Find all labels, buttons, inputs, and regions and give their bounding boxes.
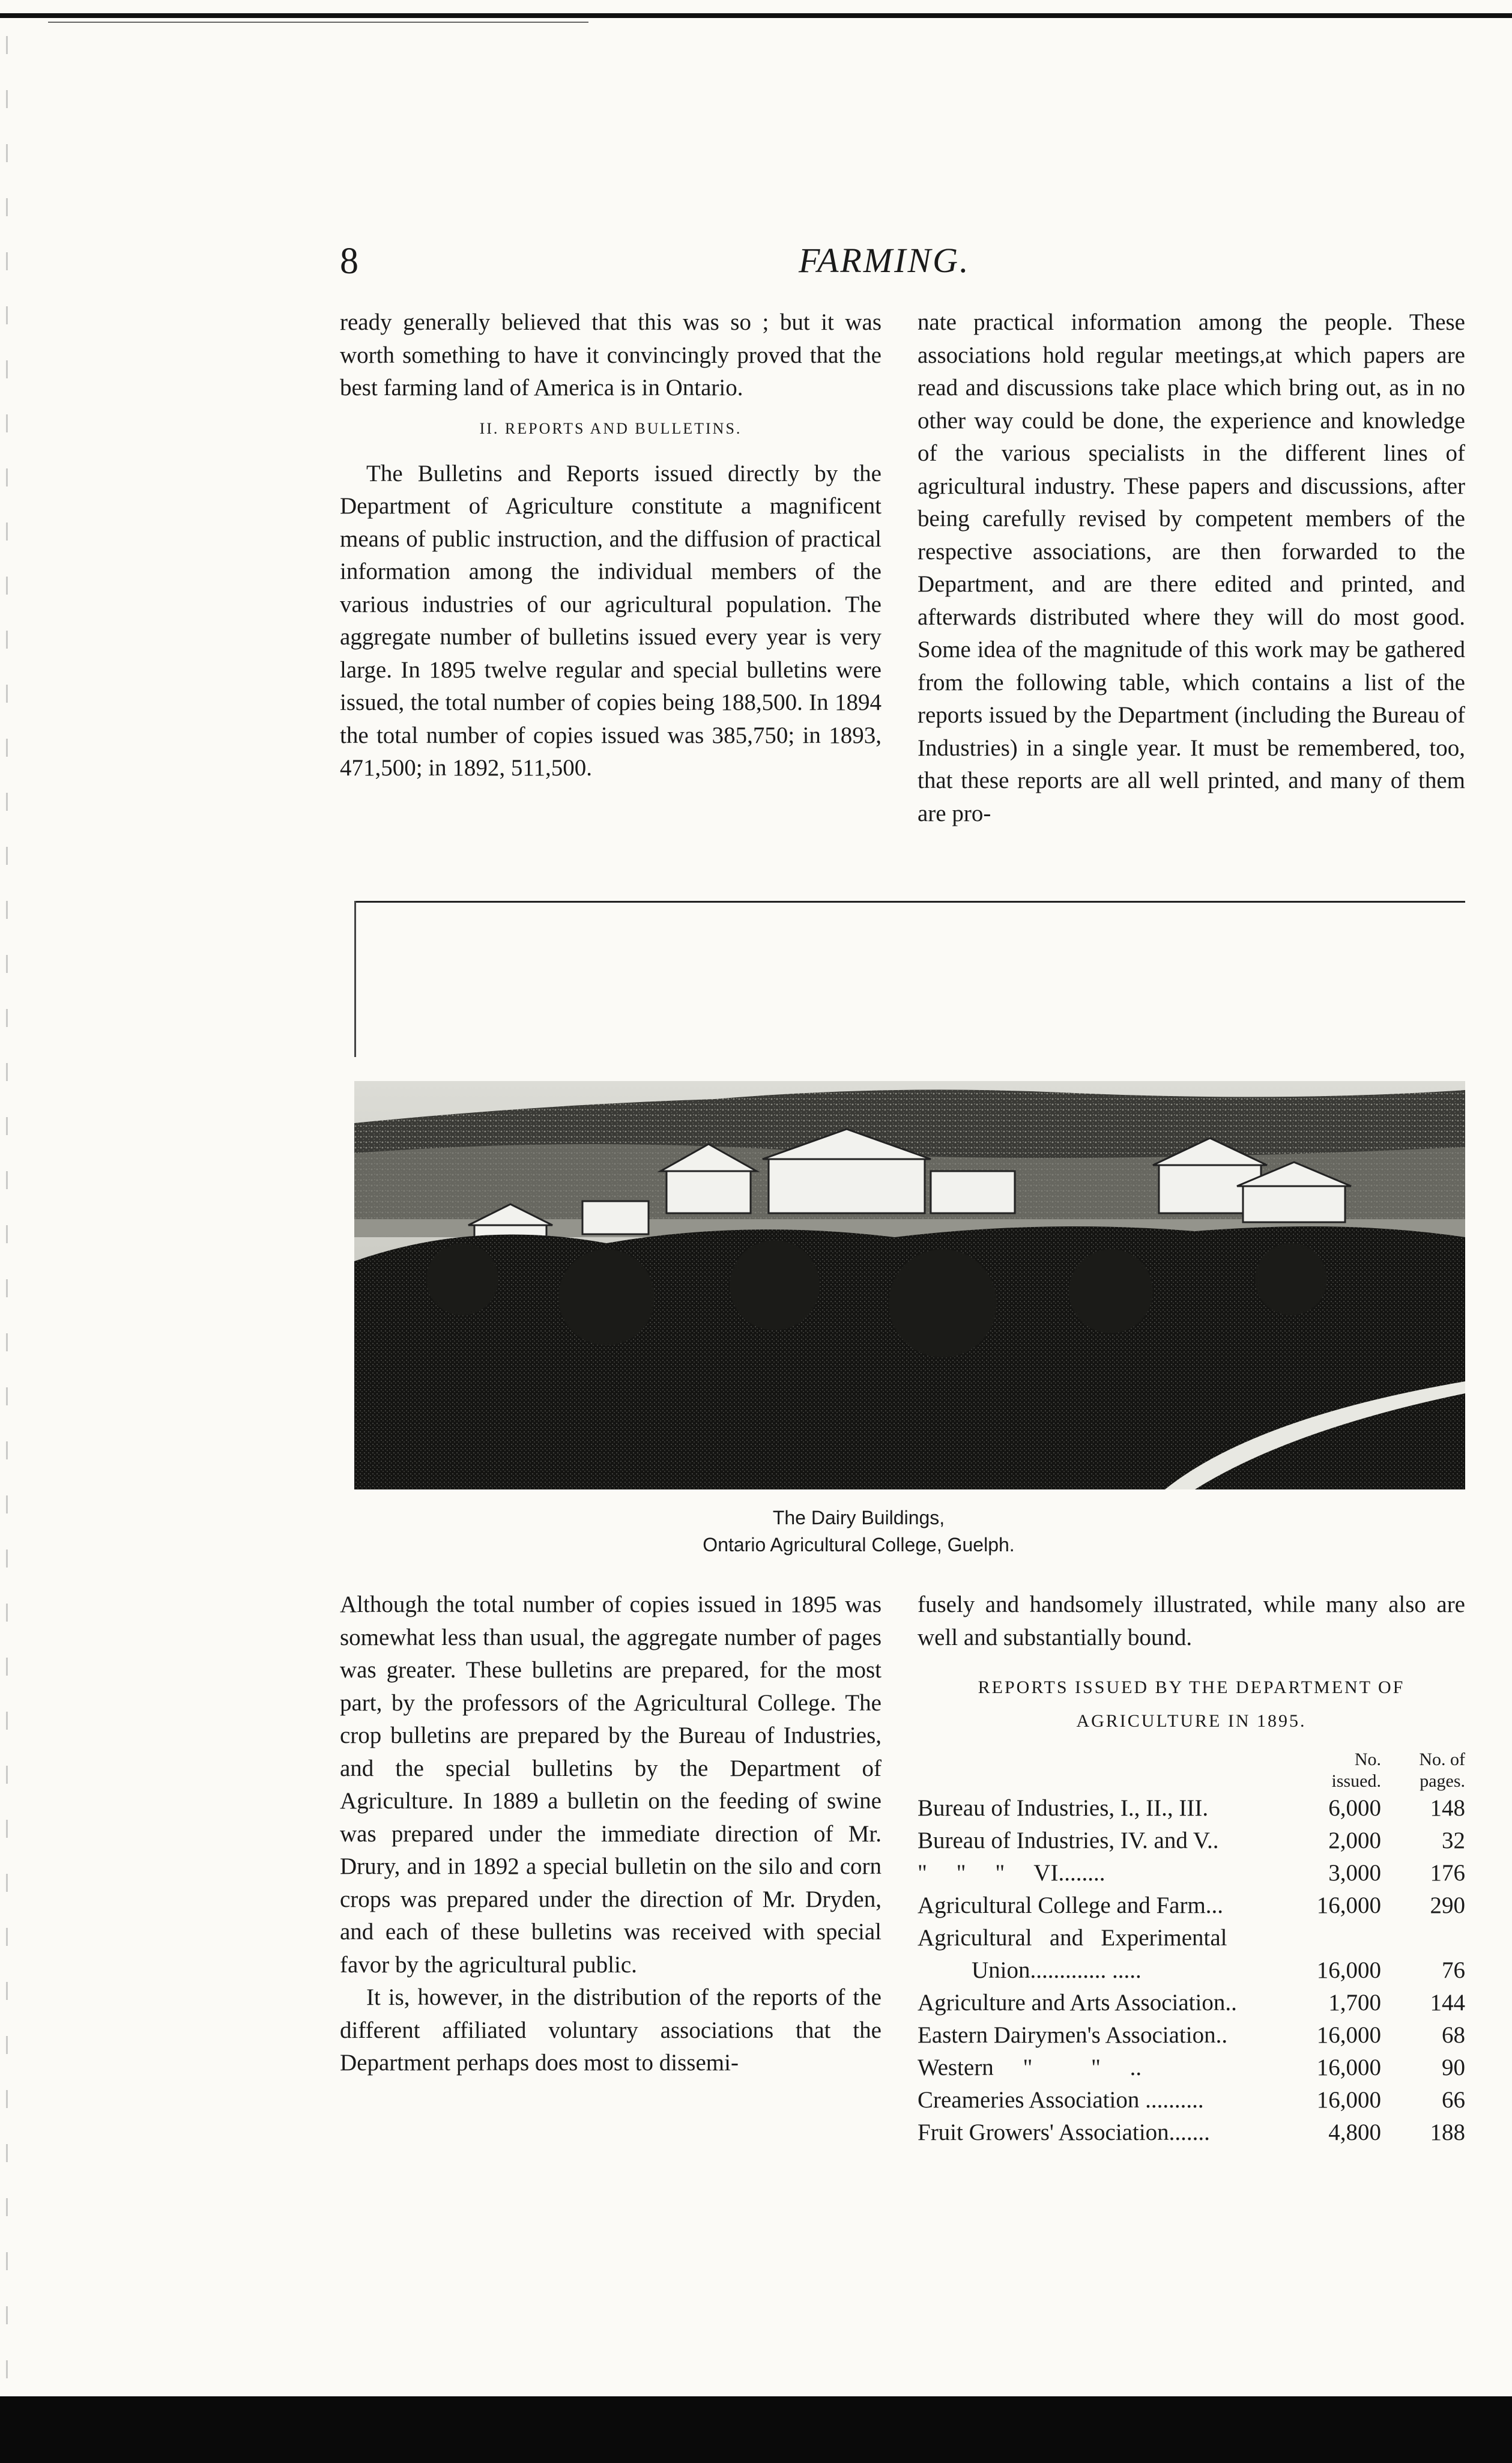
paragraph: It is, however, in the distribution of the reports of the different affiliated voluntary associations that the Department perhaps does most to dissemi- bbox=[340, 1984, 881, 2076]
column-right-top bbox=[918, 306, 1465, 830]
copies-issued: 4,800 bbox=[1328, 2119, 1381, 2145]
frame-line bbox=[354, 901, 356, 1057]
report-name: Bureau of Industries, IV. and V.. bbox=[918, 1828, 1219, 1853]
table-header-row bbox=[918, 1749, 1465, 1792]
copies-issued: 3,000 bbox=[1328, 1860, 1381, 1886]
report-name: Eastern Dairymen's Association.. bbox=[918, 2022, 1228, 2048]
scan-edge-left bbox=[6, 36, 8, 2378]
paragraph: Although the total number of copies issued in 1895 was somewhat less than usual, the aggregate number of pages was greater. These bulletins are prepared, for the most part, by the professors of the Agricultural College. The crop bulletins are prepared by the Bureau of Industries, and the special bulletins by the Department of Agriculture. In 1889 a bulletin on the feeding of swine was prepared under the immediate direction of Mr. Drury, and in 1892 a special bulletin on the silo and corn crops was prepared under the direction of Mr. Dryden, and each of these bulletins was received with special favor by the agricultural public. bbox=[340, 1592, 881, 1978]
page-count: 76 bbox=[1442, 1957, 1465, 1983]
table-title-line: AGRICULTURE IN 1895. bbox=[1076, 1711, 1307, 1731]
paragraph: fusely and handsomely illustrated, while many also are well and substantially bound. bbox=[918, 1592, 1465, 1650]
table-row bbox=[918, 1857, 1465, 1889]
copies-issued: 16,000 bbox=[1316, 2087, 1381, 2113]
page-count: 188 bbox=[1430, 2119, 1465, 2145]
report-name: Agriculture and Arts Association.. bbox=[918, 1990, 1237, 2016]
reports-table bbox=[918, 1749, 1465, 2149]
report-name: Union............. ..... bbox=[972, 1957, 1142, 1983]
column-left-bottom bbox=[340, 1589, 881, 2080]
caption-line: The Dairy Buildings, bbox=[772, 1507, 945, 1528]
scan-edge-top bbox=[0, 13, 1512, 18]
report-name: Bureau of Industries, I., II., III. bbox=[918, 1795, 1209, 1821]
copies-issued: 1,700 bbox=[1328, 1990, 1381, 2016]
table-row bbox=[918, 2084, 1465, 2116]
header-pages: No. of pages. bbox=[1419, 1750, 1465, 1791]
paragraph: nate practical information among the people. These associations hold regular meetings,at which papers are read and discussions take place which bring out, as in no other way could be done, the experience and knowledge of the various specialists in the different lines of agricultural industry. These papers and discussions, after being carefully revised by competent members of the respective associations, are then forwarded to the Department, and are there edited and printed, and afterwards distributed where they will do most good. Some idea of the magnitude of this work may be gathered from the following table, which contains a list of the reports issued by the Department (including the Bureau of Industries) in a single year. It must be remembered, too, that these reports are all well printed, and many of them are pro- bbox=[918, 309, 1465, 826]
table-row bbox=[918, 1889, 1465, 1922]
page-count: 148 bbox=[1430, 1795, 1465, 1821]
copies-issued: 16,000 bbox=[1316, 1957, 1381, 1983]
table-row bbox=[918, 1825, 1465, 1857]
running-head: FARMING. bbox=[799, 241, 970, 280]
figure bbox=[354, 901, 1471, 1489]
page-count: 144 bbox=[1430, 1990, 1465, 2016]
table-title bbox=[918, 1671, 1465, 1738]
page-count: 176 bbox=[1430, 1860, 1465, 1886]
table-row bbox=[918, 1792, 1465, 1825]
section-heading: II. REPORTS AND BULLETINS. bbox=[479, 419, 742, 437]
table-row bbox=[918, 1922, 1465, 1954]
copies-issued: 16,000 bbox=[1316, 2022, 1381, 2048]
page-count: 32 bbox=[1442, 1828, 1465, 1853]
report-name: Agricultural and Experimental bbox=[918, 1925, 1227, 1951]
table-row bbox=[918, 2116, 1465, 2149]
report-name: Fruit Growers' Association....... bbox=[918, 2119, 1210, 2145]
paragraph: The Bulletins and Reports issued directly by the Department of Agriculture constitute a magnificent means of public instruction, and the diffusion of practical information among the individual members of the various industries of our agricultural population. The aggregate number of bulletins issued every year is very large. In 1895 twelve regular and special bulletins were issued, the total number of copies being 188,500. In 1894 the total number of copies issued was 385,750; in 1893, 471,500; in 1892, 511,500. bbox=[340, 460, 881, 781]
page-count: 290 bbox=[1430, 1892, 1465, 1918]
copies-issued: 16,000 bbox=[1316, 1892, 1381, 1918]
scan-edge-line bbox=[48, 22, 588, 23]
page-count: 90 bbox=[1442, 2055, 1465, 2080]
table-row bbox=[918, 2052, 1465, 2084]
column-left-top bbox=[340, 306, 881, 785]
copies-issued: 16,000 bbox=[1316, 2055, 1381, 2080]
table-title-line: REPORTS ISSUED BY THE DEPARTMENT OF bbox=[978, 1677, 1405, 1697]
table-row bbox=[918, 1954, 1465, 1987]
copies-issued bbox=[1303, 1922, 1381, 1954]
page-count bbox=[1381, 1922, 1465, 1954]
copies-issued: 6,000 bbox=[1328, 1795, 1381, 1821]
table-row bbox=[918, 1987, 1465, 2019]
page-number: 8 bbox=[340, 241, 358, 282]
dairy-buildings-photo bbox=[354, 1081, 1465, 1489]
report-name: Agricultural College and Farm... bbox=[918, 1892, 1224, 1918]
column-right-bottom bbox=[918, 1589, 1465, 2149]
table-row bbox=[918, 2019, 1465, 2052]
report-name: Western " " .. bbox=[918, 2055, 1142, 2080]
page-count: 66 bbox=[1442, 2087, 1465, 2113]
report-name: Creameries Association .......... bbox=[918, 2087, 1204, 2113]
scan-edge-bottom bbox=[0, 2396, 1512, 2463]
frame-line bbox=[354, 901, 1465, 903]
figure-caption bbox=[600, 1504, 1117, 1559]
copies-issued: 2,000 bbox=[1328, 1828, 1381, 1853]
header-issued: No. issued. bbox=[1331, 1750, 1381, 1791]
page-count: 68 bbox=[1442, 2022, 1465, 2048]
paragraph: ready generally believed that this was so ; but it was worth something to have it convincingly proved that the best farming land of America is in Ontario. bbox=[340, 309, 881, 401]
caption-line: Ontario Agricultural College, Guelph. bbox=[703, 1534, 1015, 1556]
report-name: " " " VI........ bbox=[918, 1860, 1105, 1886]
